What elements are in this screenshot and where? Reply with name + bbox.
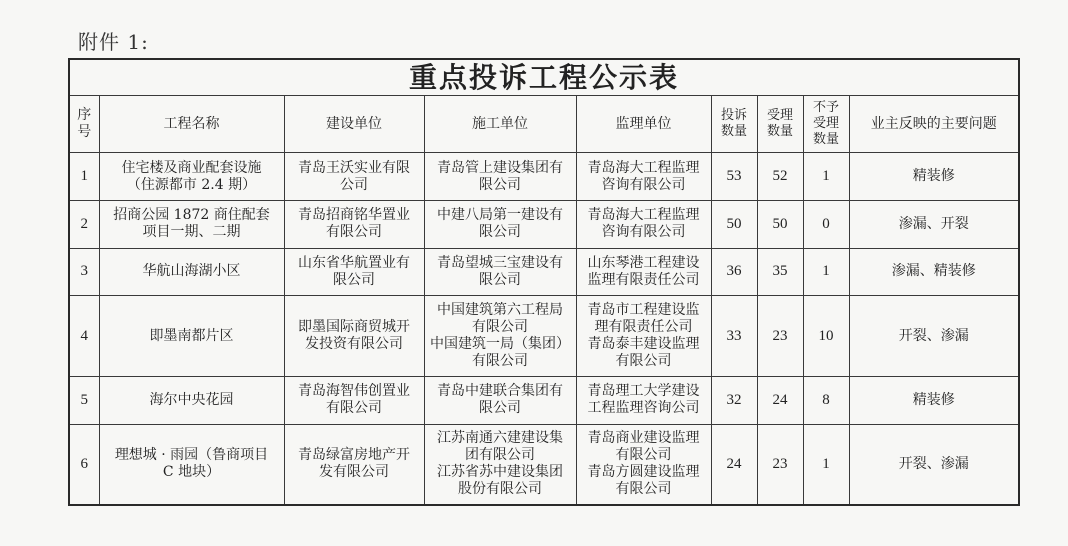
cell-issues: 精装修 xyxy=(849,153,1019,201)
cell-accepted: 52 xyxy=(757,153,803,201)
header-seq: 序 号 xyxy=(69,96,99,153)
table-row xyxy=(69,200,1019,248)
header-rejected: 不予 受理 数量 xyxy=(803,96,849,153)
cell-developer: 青岛招商铭华置业 有限公司 xyxy=(284,200,424,248)
table-row xyxy=(69,377,1019,425)
cell-issues: 渗漏、精装修 xyxy=(849,248,1019,296)
cell-rejected: 1 xyxy=(803,424,849,505)
cell-developer: 即墨国际商贸城开 发投资有限公司 xyxy=(284,296,424,377)
cell-developer: 山东省华航置业有 限公司 xyxy=(284,248,424,296)
table-row xyxy=(69,424,1019,505)
header-project: 工程名称 xyxy=(99,96,284,153)
cell-developer: 青岛王沃实业有限 公司 xyxy=(284,153,424,201)
cell-project: 住宅楼及商业配套设施 （住源都市 2.4 期） xyxy=(99,153,284,201)
cell-accepted: 35 xyxy=(757,248,803,296)
complaint-notice-table xyxy=(68,58,1020,506)
cell-contractor: 中国建筑第六工程局 有限公司 中国建筑一局（集团） 有限公司 xyxy=(424,296,576,377)
cell-seq: 5 xyxy=(69,377,99,425)
cell-supervisor: 青岛市工程建设监 理有限责任公司 青岛泰丰建设监理 有限公司 xyxy=(576,296,711,377)
table-header-row xyxy=(69,96,1019,153)
table-row xyxy=(69,296,1019,377)
cell-supervisor: 青岛海大工程监理 咨询有限公司 xyxy=(576,200,711,248)
cell-supervisor: 青岛海大工程监理 咨询有限公司 xyxy=(576,153,711,201)
header-supervisor: 监理单位 xyxy=(576,96,711,153)
cell-accepted: 50 xyxy=(757,200,803,248)
cell-seq: 4 xyxy=(69,296,99,377)
cell-rejected: 8 xyxy=(803,377,849,425)
cell-issues: 精装修 xyxy=(849,377,1019,425)
header-developer: 建设单位 xyxy=(284,96,424,153)
cell-project: 华航山海湖小区 xyxy=(99,248,284,296)
cell-seq: 1 xyxy=(69,153,99,201)
table-row xyxy=(69,153,1019,201)
cell-contractor: 江苏南通六建建设集 团有限公司 江苏省苏中建设集团 股份有限公司 xyxy=(424,424,576,505)
header-accepted: 受理 数量 xyxy=(757,96,803,153)
cell-project: 即墨南都片区 xyxy=(99,296,284,377)
cell-seq: 3 xyxy=(69,248,99,296)
header-issues: 业主反映的主要问题 xyxy=(849,96,1019,153)
cell-complaints: 50 xyxy=(711,200,757,248)
cell-developer: 青岛绿富房地产开 发有限公司 xyxy=(284,424,424,505)
cell-issues: 渗漏、开裂 xyxy=(849,200,1019,248)
cell-complaints: 36 xyxy=(711,248,757,296)
cell-complaints: 32 xyxy=(711,377,757,425)
cell-rejected: 0 xyxy=(803,200,849,248)
table-row xyxy=(69,248,1019,296)
cell-rejected: 10 xyxy=(803,296,849,377)
cell-seq: 6 xyxy=(69,424,99,505)
cell-project: 理想城 · 雨园（鲁商项目 C 地块） xyxy=(99,424,284,505)
cell-project: 招商公园 1872 商住配套 项目一期、二期 xyxy=(99,200,284,248)
cell-supervisor: 青岛商业建设监理 有限公司 青岛方圆建设监理 有限公司 xyxy=(576,424,711,505)
attachment-label: 附件 1: xyxy=(78,30,149,54)
cell-accepted: 24 xyxy=(757,377,803,425)
cell-developer: 青岛海智伟创置业 有限公司 xyxy=(284,377,424,425)
cell-seq: 2 xyxy=(69,200,99,248)
cell-rejected: 1 xyxy=(803,248,849,296)
table-body xyxy=(69,153,1019,505)
cell-contractor: 青岛中建联合集团有 限公司 xyxy=(424,377,576,425)
cell-issues: 开裂、渗漏 xyxy=(849,424,1019,505)
cell-contractor: 青岛望城三宝建设有 限公司 xyxy=(424,248,576,296)
header-complaints: 投诉 数量 xyxy=(711,96,757,153)
cell-contractor: 中建八局第一建设有 限公司 xyxy=(424,200,576,248)
cell-project: 海尔中央花园 xyxy=(99,377,284,425)
cell-complaints: 33 xyxy=(711,296,757,377)
cell-supervisor: 山东琴港工程建设 监理有限责任公司 xyxy=(576,248,711,296)
cell-complaints: 24 xyxy=(711,424,757,505)
cell-contractor: 青岛管上建设集团有 限公司 xyxy=(424,153,576,201)
cell-supervisor: 青岛理工大学建设 工程监理咨询公司 xyxy=(576,377,711,425)
cell-issues: 开裂、渗漏 xyxy=(849,296,1019,377)
cell-rejected: 1 xyxy=(803,153,849,201)
table-title: 重点投诉工程公示表 xyxy=(69,59,1019,96)
cell-accepted: 23 xyxy=(757,424,803,505)
cell-accepted: 23 xyxy=(757,296,803,377)
cell-complaints: 53 xyxy=(711,153,757,201)
header-contractor: 施工单位 xyxy=(424,96,576,153)
